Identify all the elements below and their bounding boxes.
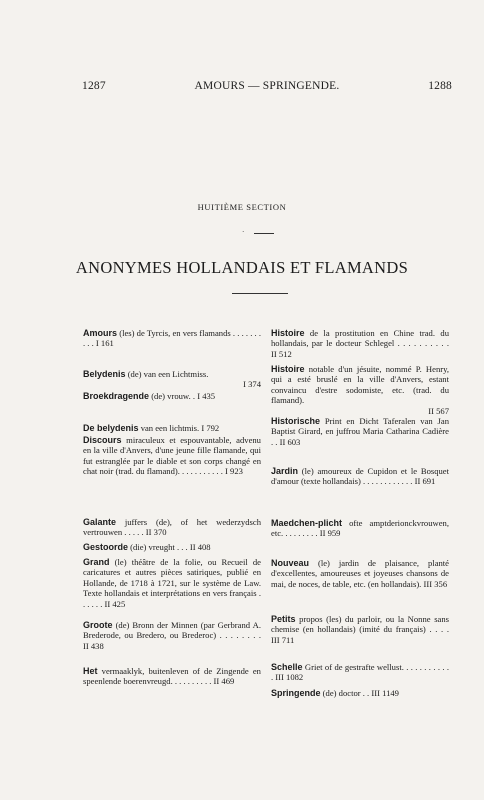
index-entry <box>271 328 449 359</box>
ornament-mark: · <box>242 228 245 236</box>
entry-text: (die) vreught <box>130 542 175 552</box>
entry-text: Griet of de gestrafte wellust. <box>304 662 404 672</box>
entry-leader: . . . . . . . . . <box>172 676 214 687</box>
entry-text: (le) théâtre de la folie, ou Recueil de caricatures et autres pièces satiriques, publié en Hollande, de 1718 à 1721, sur le système de Law. Texte hollandais et interprétations en vers français <box>83 557 261 599</box>
index-entry <box>83 369 261 390</box>
index-entry <box>83 620 261 651</box>
entry-headword: Maedchen-plicht <box>271 518 343 528</box>
entry-reference: II 438 <box>83 640 104 651</box>
entry-reference: I 374 <box>243 379 261 390</box>
entry-text: (le) jardin de plaisance, planté d'excellentes, amoureuses et joyeuses chansons de mai, de noces, de table, etc. (en hollandais). <box>271 558 450 589</box>
entry-headword: Amours <box>83 328 118 338</box>
entry-reference: II 691 <box>414 476 436 487</box>
entry-leader: . . . . . <box>122 527 146 538</box>
entry-text: vermaaklyk, buitenleven of de Zingende en speenlende boerenvreugd. <box>83 666 261 687</box>
entry-text: (les) de Tyrcis, en vers flamands <box>119 328 231 338</box>
entry-reference: III 1082 <box>275 672 304 683</box>
entry-text: (de) doctor . . <box>322 688 370 698</box>
entry-leader: . . . . . . . . . . . <box>271 662 450 683</box>
entry-leader: . . <box>271 436 280 447</box>
index-entry <box>83 423 261 433</box>
entry-headword: Belydenis <box>83 369 126 379</box>
entry-reference: II 567 <box>428 405 449 416</box>
index-entry <box>83 517 261 538</box>
entry-text: propos (les) du parloir, ou la Nonne sans chemise (en hollandais) (imité du français) <box>271 614 449 635</box>
index-entry <box>83 391 261 401</box>
entry-reference: II 425 <box>104 598 126 609</box>
entry-reference: II 370 <box>145 527 167 538</box>
entry-headword: Galante <box>83 517 117 527</box>
entry-reference: III 356 <box>423 578 448 589</box>
entry-headword: Nouveau <box>271 558 310 568</box>
title-rule <box>232 293 288 294</box>
index-entry <box>83 328 261 349</box>
entry-text: juffers (de), of het wederzydsch vertrouwen <box>83 517 261 538</box>
entry-leader: . . . . . . . . . . . . <box>360 476 415 487</box>
entry-leader: . . . . . . . . <box>283 528 320 539</box>
entry-headword: Schelle <box>271 662 303 672</box>
entry-text: van een lichtmis. <box>140 423 200 433</box>
index-entry <box>83 666 261 687</box>
entry-text: Print en Dicht Taferalen van Jan Baptist Girard, en juffrou Maria Catharina Cadière <box>271 416 449 437</box>
index-entry <box>83 435 261 477</box>
entry-reference: II 603 <box>279 436 301 447</box>
entry-leader: . . . . . . . . . . <box>179 466 226 477</box>
entry-headword: Histoire <box>271 328 305 338</box>
index-entry <box>271 466 449 487</box>
entry-headword: Springende <box>271 688 321 698</box>
entry-leader: . . . <box>174 542 190 552</box>
entry-text: (de) van een Lichtmiss. <box>127 369 209 379</box>
short-rule <box>254 233 274 234</box>
entry-leader: . . . . <box>425 624 450 635</box>
entry-reference: II 959 <box>319 528 341 539</box>
entry-headword: Histoire <box>271 364 305 374</box>
entry-text: de la prostitution en Chine trad. du hollandais, par le docteur Schlegel <box>271 328 449 349</box>
entry-reference: I 792 <box>201 423 220 433</box>
section-heading: HUITIÈME SECTION <box>197 202 287 212</box>
entry-text: notable d'un jésuite, nommé P. Henry, qui a esté bruslé en la ville d'Anvers, estant convaincu d'estre sodomiste, etc. (trad. du flamand). <box>271 364 450 406</box>
entry-reference: II 469 <box>213 676 235 687</box>
entry-reference: III 711 <box>271 634 295 645</box>
entry-headword: Broekdragende <box>83 391 150 401</box>
index-entry <box>271 688 449 698</box>
page-number-right: 1288 <box>428 80 452 92</box>
index-entry <box>271 614 449 645</box>
index-entry <box>83 557 261 609</box>
entry-reference: III 1149 <box>371 688 399 698</box>
entry-text: ofte amptderionckvrouwen, etc. <box>271 518 449 539</box>
entry-headword: Discours <box>83 435 122 445</box>
index-entry <box>271 416 449 447</box>
entry-text: (de) vrouw. . <box>151 391 196 401</box>
entry-reference: II 512 <box>271 348 292 359</box>
entry-headword: Grand <box>83 557 110 567</box>
entry-text: miraculeux et espouvantable, advenu en la ville d'Anvers, d'une jeune fille flamande, qui fut estranglée par le diable et son corps changé en chat noir (trad. du flamand). <box>83 435 261 477</box>
running-title: AMOURS — SPRINGENDE. <box>194 80 340 92</box>
entry-reference: I 161 <box>95 338 114 349</box>
entry-headword: Groote <box>83 620 113 630</box>
entry-reference: I 923 <box>225 466 243 477</box>
index-entry <box>83 542 261 552</box>
page-number-left: 1287 <box>82 80 106 92</box>
entry-leader: . . . . . . . . . . <box>394 338 449 349</box>
entry-leader: . . . . . . <box>83 588 262 609</box>
entry-headword: Historische <box>271 416 321 426</box>
page-title: ANONYMES HOLLANDAIS ET FLAMANDS <box>75 258 409 277</box>
index-entry <box>271 364 449 416</box>
index-entry <box>271 518 449 539</box>
entry-headword: De belydenis <box>83 423 139 433</box>
entry-headword: Gestoorde <box>83 542 129 552</box>
entry-reference: II 408 <box>189 542 211 552</box>
entry-leader: . . . . . . . . . . <box>83 328 262 349</box>
index-entry <box>271 662 449 683</box>
entry-leader: . . . . . . . . <box>216 630 261 641</box>
entry-headword: Jardin <box>271 466 299 476</box>
entry-text: (le) amoureux de Cupidon et le Bosquet d'amour (texte hollandais) <box>271 466 449 487</box>
running-header <box>82 80 452 96</box>
index-entry <box>271 558 449 589</box>
entry-headword: Het <box>83 666 98 676</box>
entry-text: (de) Bronn der Minnen (par Gerbrand A. Brederode, ou Bredero, ou Brederoc) <box>83 620 261 641</box>
entry-headword: Petits <box>271 614 296 624</box>
entry-reference: I 435 <box>197 391 216 401</box>
